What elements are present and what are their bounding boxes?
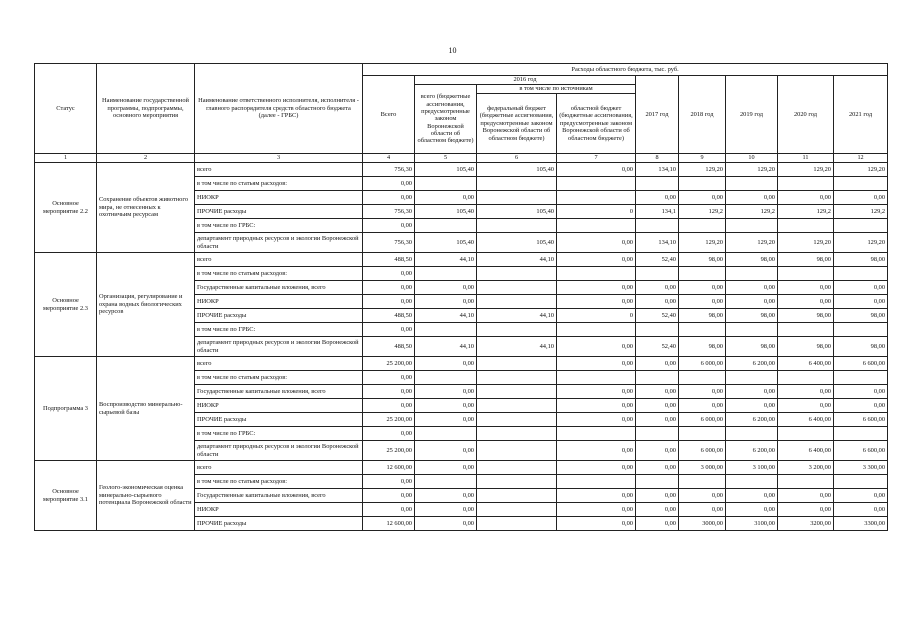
cell-y2019	[726, 177, 778, 191]
cell-b2016: 44,10	[415, 309, 477, 323]
cell-y2019	[726, 323, 778, 337]
cell-y2019: 0,00	[726, 281, 778, 295]
cell-y2021: 0,00	[834, 399, 888, 413]
row-label: НИОКР	[195, 399, 363, 413]
row-label: ПРОЧИЕ расходы	[195, 205, 363, 219]
cell-y2020: 129,2	[778, 205, 834, 219]
cell-total: 0,00	[363, 385, 415, 399]
row-label: НИОКР	[195, 503, 363, 517]
cell-b2016: 0,00	[415, 191, 477, 205]
cell-y2019: 0,00	[726, 385, 778, 399]
cell-y2020: 6 400,00	[778, 441, 834, 461]
cell-federal: 105,40	[477, 205, 557, 219]
header-2018: 2018 год	[679, 76, 726, 154]
cell-y2018: 129,20	[679, 163, 726, 177]
header-total-budget-2016: всего (бюджетные ассигнования, предусмотренные законом Воронежской области об областном бюджете)	[415, 85, 477, 154]
cell-regional	[557, 191, 636, 205]
cell-b2016: 0,00	[415, 517, 477, 531]
section-name: Воспроизводство минерально-сырьевой базы	[97, 357, 195, 461]
cell-regional: 0,00	[557, 253, 636, 267]
cell-y2018: 3000,00	[679, 517, 726, 531]
row-label: Государственные капитальные вложения, всего	[195, 489, 363, 503]
cell-total: 0,00	[363, 371, 415, 385]
cell-federal	[477, 219, 557, 233]
cell-y2018: 0,00	[679, 399, 726, 413]
cell-federal: 44,10	[477, 309, 557, 323]
cell-federal	[477, 295, 557, 309]
cell-regional: 0	[557, 309, 636, 323]
cell-total: 488,50	[363, 253, 415, 267]
cell-regional	[557, 427, 636, 441]
cell-y2018: 98,00	[679, 337, 726, 357]
cell-federal: 105,40	[477, 233, 557, 253]
table-row	[35, 461, 888, 475]
cell-federal	[477, 441, 557, 461]
cell-b2016: 105,40	[415, 233, 477, 253]
cell-total: 0,00	[363, 399, 415, 413]
cell-y2021: 129,20	[834, 163, 888, 177]
cell-y2021	[834, 427, 888, 441]
header-year-2016: 2016 год	[415, 76, 636, 85]
cell-y2018: 0,00	[679, 503, 726, 517]
cell-total: 0,00	[363, 503, 415, 517]
cell-y2017: 52,40	[636, 309, 679, 323]
cell-federal	[477, 427, 557, 441]
cell-total: 756,30	[363, 205, 415, 219]
cell-y2020: 129,20	[778, 163, 834, 177]
cell-y2018	[679, 177, 726, 191]
row-label: в том числе по статьям расходов:	[195, 267, 363, 281]
cell-y2019	[726, 267, 778, 281]
cell-total: 25 200,00	[363, 413, 415, 427]
cell-total: 12 600,00	[363, 517, 415, 531]
cell-federal	[477, 281, 557, 295]
row-label: департамент природных ресурсов и экологии Воронежской области	[195, 337, 363, 357]
row-label: всего	[195, 461, 363, 475]
cell-y2017: 0,00	[636, 441, 679, 461]
cell-b2016: 105,40	[415, 205, 477, 219]
cell-total: 25 200,00	[363, 441, 415, 461]
cell-y2019: 0,00	[726, 489, 778, 503]
cell-total: 0,00	[363, 475, 415, 489]
cell-b2016	[415, 475, 477, 489]
cell-y2021: 3 300,00	[834, 461, 888, 475]
cell-total: 0,00	[363, 267, 415, 281]
cell-y2017: 0,00	[636, 191, 679, 205]
section-name: Сохранение объектов животного мира, не отнесенных к охотничьим ресурсам	[97, 163, 195, 253]
cell-federal	[477, 385, 557, 399]
cell-b2016: 44,10	[415, 253, 477, 267]
cell-y2020: 0,00	[778, 191, 834, 205]
cell-b2016: 0,00	[415, 441, 477, 461]
cell-regional	[557, 475, 636, 489]
cell-y2017: 0,00	[636, 399, 679, 413]
col-number: 3	[195, 154, 363, 163]
col-number: 7	[557, 154, 636, 163]
cell-total: 0,00	[363, 323, 415, 337]
row-label: НИОКР	[195, 191, 363, 205]
table-row	[35, 357, 888, 371]
section-status: Основное мероприятие 2.3	[35, 253, 97, 357]
cell-total: 488,50	[363, 309, 415, 323]
cell-y2020: 0,00	[778, 295, 834, 309]
row-label: всего	[195, 253, 363, 267]
cell-y2020: 0,00	[778, 281, 834, 295]
cell-y2018: 129,2	[679, 205, 726, 219]
cell-y2020	[778, 177, 834, 191]
cell-y2021: 0,00	[834, 489, 888, 503]
row-label: всего	[195, 163, 363, 177]
cell-total: 0,00	[363, 191, 415, 205]
cell-y2019: 6 200,00	[726, 357, 778, 371]
cell-y2021: 6 600,00	[834, 357, 888, 371]
cell-regional	[557, 371, 636, 385]
cell-total: 488,50	[363, 337, 415, 357]
cell-federal	[477, 177, 557, 191]
cell-regional: 0,00	[557, 489, 636, 503]
col-number: 4	[363, 154, 415, 163]
section-name: Организация, регулирование и охрана водных биологических ресурсов	[97, 253, 195, 357]
cell-b2016: 44,10	[415, 337, 477, 357]
cell-y2020: 98,00	[778, 337, 834, 357]
cell-b2016	[415, 177, 477, 191]
cell-y2020	[778, 219, 834, 233]
cell-y2018: 129,20	[679, 233, 726, 253]
cell-y2017: 0,00	[636, 413, 679, 427]
cell-y2019: 0,00	[726, 191, 778, 205]
cell-y2017	[636, 475, 679, 489]
header-budget-caption: Расходы областного бюджета, тыс. руб.	[363, 64, 888, 76]
section-status: Подпрограмма 3	[35, 357, 97, 461]
row-label: в том числе по статьям расходов:	[195, 177, 363, 191]
cell-y2021	[834, 371, 888, 385]
cell-y2020: 0,00	[778, 503, 834, 517]
col-number: 2	[97, 154, 195, 163]
cell-y2017: 0,00	[636, 385, 679, 399]
cell-y2020	[778, 267, 834, 281]
cell-total: 756,30	[363, 233, 415, 253]
cell-regional: 0,00	[557, 357, 636, 371]
cell-y2021	[834, 267, 888, 281]
cell-y2019: 0,00	[726, 399, 778, 413]
cell-federal	[477, 475, 557, 489]
cell-y2017: 0,00	[636, 517, 679, 531]
cell-regional: 0,00	[557, 517, 636, 531]
cell-y2017: 0,00	[636, 295, 679, 309]
row-label: ПРОЧИЕ расходы	[195, 309, 363, 323]
cell-y2017	[636, 219, 679, 233]
cell-y2021	[834, 177, 888, 191]
cell-federal	[477, 503, 557, 517]
header-regional: областной бюджет (бюджетные ассигнования, предусмотренные законом Воронежской области об областном бюджете)	[557, 94, 636, 154]
cell-y2017	[636, 371, 679, 385]
col-number: 1	[35, 154, 97, 163]
section-status: Основное мероприятие 2.2	[35, 163, 97, 253]
cell-y2017: 0,00	[636, 281, 679, 295]
page-number: 10	[448, 46, 457, 55]
cell-y2020: 98,00	[778, 309, 834, 323]
cell-b2016: 0,00	[415, 357, 477, 371]
row-label: в том числе по статьям расходов:	[195, 371, 363, 385]
header-2021: 2021 год	[834, 76, 888, 154]
cell-federal	[477, 267, 557, 281]
cell-regional: 0,00	[557, 413, 636, 427]
cell-y2017: 0,00	[636, 461, 679, 475]
cell-b2016: 0,00	[415, 503, 477, 517]
cell-y2019: 6 200,00	[726, 413, 778, 427]
cell-federal	[477, 399, 557, 413]
section-group	[35, 357, 888, 461]
section-name: Геолого-экономическая оценка минерально-сырьевого потенциала Воронежской области	[97, 461, 195, 531]
cell-total: 0,00	[363, 177, 415, 191]
row-label: НИОКР	[195, 295, 363, 309]
cell-regional: 0,00	[557, 461, 636, 475]
cell-y2021: 0,00	[834, 503, 888, 517]
cell-federal	[477, 371, 557, 385]
cell-federal	[477, 191, 557, 205]
cell-b2016	[415, 267, 477, 281]
cell-y2021: 0,00	[834, 385, 888, 399]
cell-regional: 0,00	[557, 163, 636, 177]
cell-total: 0,00	[363, 281, 415, 295]
cell-y2018: 98,00	[679, 253, 726, 267]
cell-b2016: 105,40	[415, 163, 477, 177]
cell-y2019: 6 200,00	[726, 441, 778, 461]
cell-y2018: 0,00	[679, 295, 726, 309]
cell-federal: 44,10	[477, 337, 557, 357]
cell-y2021: 0,00	[834, 191, 888, 205]
cell-b2016	[415, 371, 477, 385]
cell-regional: 0	[557, 205, 636, 219]
cell-y2020: 3 200,00	[778, 461, 834, 475]
header-2019: 2019 год	[726, 76, 778, 154]
cell-y2021: 6 600,00	[834, 441, 888, 461]
row-label: департамент природных ресурсов и экологии Воронежской области	[195, 233, 363, 253]
col-number: 10	[726, 154, 778, 163]
cell-y2018	[679, 371, 726, 385]
row-label: ПРОЧИЕ расходы	[195, 413, 363, 427]
cell-y2021: 3300,00	[834, 517, 888, 531]
cell-b2016: 0,00	[415, 295, 477, 309]
cell-y2020: 6 400,00	[778, 413, 834, 427]
cell-b2016: 0,00	[415, 489, 477, 503]
cell-total: 0,00	[363, 295, 415, 309]
cell-y2019	[726, 427, 778, 441]
section-group	[35, 253, 888, 357]
cell-y2019: 3 100,00	[726, 461, 778, 475]
cell-y2020	[778, 323, 834, 337]
cell-y2020: 0,00	[778, 385, 834, 399]
cell-b2016: 0,00	[415, 399, 477, 413]
section-status: Основное мероприятие 3.1	[35, 461, 97, 531]
cell-total: 0,00	[363, 427, 415, 441]
cell-y2021	[834, 323, 888, 337]
cell-regional: 0,00	[557, 385, 636, 399]
cell-regional: 0,00	[557, 233, 636, 253]
cell-y2020	[778, 427, 834, 441]
col-number: 5	[415, 154, 477, 163]
cell-y2017: 52,40	[636, 253, 679, 267]
cell-total: 0,00	[363, 219, 415, 233]
table-row	[35, 163, 888, 177]
cell-y2021	[834, 475, 888, 489]
cell-regional: 0,00	[557, 441, 636, 461]
column-numbers-row	[35, 154, 888, 163]
cell-y2018: 0,00	[679, 489, 726, 503]
row-label: в том числе по ГРБС:	[195, 427, 363, 441]
budget-table	[34, 63, 888, 531]
cell-y2020	[778, 371, 834, 385]
row-label: ПРОЧИЕ расходы	[195, 517, 363, 531]
cell-b2016	[415, 323, 477, 337]
cell-y2021: 0,00	[834, 295, 888, 309]
cell-regional: 0,00	[557, 399, 636, 413]
cell-y2017: 0,00	[636, 357, 679, 371]
cell-y2017: 52,40	[636, 337, 679, 357]
cell-y2018	[679, 427, 726, 441]
cell-y2017	[636, 427, 679, 441]
cell-y2020: 0,00	[778, 489, 834, 503]
cell-y2019	[726, 371, 778, 385]
cell-federal	[477, 357, 557, 371]
cell-y2019: 98,00	[726, 309, 778, 323]
cell-y2017: 0,00	[636, 503, 679, 517]
cell-y2018	[679, 219, 726, 233]
cell-y2018: 6 000,00	[679, 357, 726, 371]
cell-b2016: 0,00	[415, 385, 477, 399]
row-label: в том числе по ГРБС:	[195, 219, 363, 233]
cell-federal	[477, 461, 557, 475]
cell-total: 0,00	[363, 489, 415, 503]
cell-y2021: 98,00	[834, 309, 888, 323]
cell-federal	[477, 517, 557, 531]
cell-regional	[557, 177, 636, 191]
cell-y2019: 129,20	[726, 233, 778, 253]
cell-y2021: 6 600,00	[834, 413, 888, 427]
col-number: 6	[477, 154, 557, 163]
cell-y2019: 98,00	[726, 253, 778, 267]
cell-y2019: 0,00	[726, 295, 778, 309]
cell-y2021: 129,2	[834, 205, 888, 219]
col-number: 9	[679, 154, 726, 163]
cell-y2019: 129,20	[726, 163, 778, 177]
cell-y2019	[726, 475, 778, 489]
cell-y2021: 98,00	[834, 253, 888, 267]
cell-y2021: 98,00	[834, 337, 888, 357]
cell-y2021: 129,20	[834, 233, 888, 253]
col-number: 11	[778, 154, 834, 163]
table-row	[35, 253, 888, 267]
header-program-name: Наименование государственной программы, подпрограммы, основного мероприятия	[97, 64, 195, 154]
cell-y2018: 0,00	[679, 281, 726, 295]
cell-y2019	[726, 219, 778, 233]
cell-y2018: 6 000,00	[679, 441, 726, 461]
cell-y2018	[679, 323, 726, 337]
cell-federal: 105,40	[477, 163, 557, 177]
row-label: всего	[195, 357, 363, 371]
cell-y2020: 0,00	[778, 399, 834, 413]
cell-y2017	[636, 323, 679, 337]
cell-y2018: 98,00	[679, 309, 726, 323]
row-label: Государственные капитальные вложения, всего	[195, 385, 363, 399]
cell-federal: 44,10	[477, 253, 557, 267]
row-label: департамент природных ресурсов и экологии Воронежской области	[195, 441, 363, 461]
cell-y2017	[636, 267, 679, 281]
cell-regional: 0,00	[557, 337, 636, 357]
cell-regional	[557, 267, 636, 281]
cell-y2020: 6 400,00	[778, 357, 834, 371]
cell-b2016: 0,00	[415, 281, 477, 295]
cell-y2020	[778, 475, 834, 489]
cell-y2017: 134,10	[636, 163, 679, 177]
cell-total: 12 600,00	[363, 461, 415, 475]
section-group	[35, 461, 888, 531]
cell-regional	[557, 219, 636, 233]
cell-y2018: 0,00	[679, 385, 726, 399]
row-label: в том числе по статьям расходов:	[195, 475, 363, 489]
cell-y2019: 98,00	[726, 337, 778, 357]
cell-federal	[477, 413, 557, 427]
header-by-sources: в том числе по источникам	[477, 85, 636, 94]
section-group	[35, 163, 888, 253]
cell-regional	[557, 323, 636, 337]
cell-total: 25 200,00	[363, 357, 415, 371]
cell-regional: 0,00	[557, 295, 636, 309]
cell-y2018	[679, 267, 726, 281]
cell-b2016: 0,00	[415, 413, 477, 427]
cell-y2020: 3200,00	[778, 517, 834, 531]
cell-y2017: 134,10	[636, 233, 679, 253]
cell-total: 756,30	[363, 163, 415, 177]
cell-y2017: 0,00	[636, 489, 679, 503]
cell-y2019: 129,2	[726, 205, 778, 219]
cell-y2019: 0,00	[726, 503, 778, 517]
header-status: Статус	[35, 64, 97, 154]
col-number: 12	[834, 154, 888, 163]
cell-y2018: 0,00	[679, 191, 726, 205]
row-label: Государственные капитальные вложения, всего	[195, 281, 363, 295]
cell-b2016: 0,00	[415, 461, 477, 475]
cell-y2021	[834, 219, 888, 233]
header-2020: 2020 год	[778, 76, 834, 154]
cell-y2018	[679, 475, 726, 489]
cell-y2018: 3 000,00	[679, 461, 726, 475]
cell-y2018: 6 000,00	[679, 413, 726, 427]
cell-regional: 0,00	[557, 281, 636, 295]
header-2017: 2017 год	[636, 76, 679, 154]
row-label: в том числе по ГРБС:	[195, 323, 363, 337]
cell-b2016	[415, 427, 477, 441]
cell-y2019: 3100,00	[726, 517, 778, 531]
cell-y2017: 134,1	[636, 205, 679, 219]
header-total: Всего	[363, 76, 415, 154]
cell-federal	[477, 323, 557, 337]
cell-y2017	[636, 177, 679, 191]
cell-y2021: 0,00	[834, 281, 888, 295]
col-number: 8	[636, 154, 679, 163]
header-executor: Наименование ответственного исполнителя, исполнителя - главного распорядителя средств областного бюджета (далее - ГРБС)	[195, 64, 363, 154]
cell-b2016	[415, 219, 477, 233]
cell-y2020: 98,00	[778, 253, 834, 267]
cell-y2020: 129,20	[778, 233, 834, 253]
cell-regional: 0,00	[557, 503, 636, 517]
header-federal: федеральный бюджет (бюджетные ассигнования, предусмотренные законом Воронежской области об областном бюджете)	[477, 94, 557, 154]
cell-federal	[477, 489, 557, 503]
